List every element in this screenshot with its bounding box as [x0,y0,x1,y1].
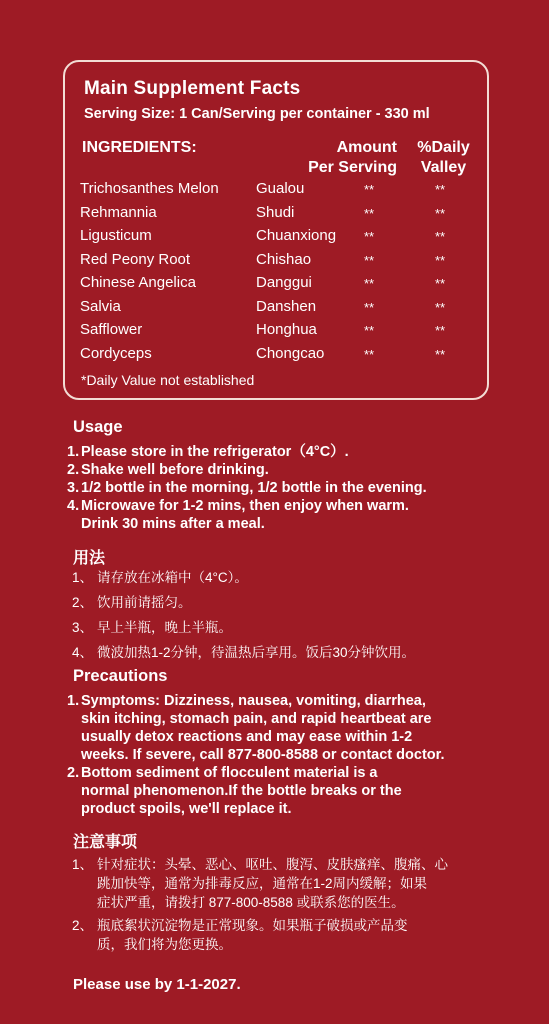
ingredient-daily-value: ** [435,276,446,291]
ingredient-daily-value: ** [435,299,446,315]
list-item [72,618,532,637]
item-text: Symptoms: Dizziness, nausea, vomiting, diarrhea, [81,693,426,709]
ingredient-english: Cordyceps [80,344,152,362]
ingredient-english: Red Peony Root [80,250,191,268]
list-item [67,443,527,461]
list-item [72,643,532,662]
ingredient-amount: ** [364,346,375,362]
item-number: 3. [67,480,80,496]
ingredient-row [80,227,480,251]
ingredient-daily-value: ** [435,205,446,221]
item-text: 跳加快等，通常为排毒反应，通常在1-2周内缓解；如果 [97,876,428,891]
ingredient-row [80,251,480,275]
item-number: 2、 [72,918,94,933]
ingredient-english: Safflower [80,321,143,338]
list-item [67,497,527,533]
ingredient-row [80,298,480,322]
ingredient-daily-value: ** [435,346,446,362]
item-text: normal phenomenon.If the bottle breaks or the [81,783,402,799]
header-ingredients: INGREDIENTS: [82,139,197,156]
item-number: 1. [67,693,80,709]
item-text: 1/2 bottle in the morning, 1/2 bottle in the evening. [81,480,427,496]
usage-list [67,443,527,533]
item-text: usually detox reactions and may ease within 1-2 [81,729,413,745]
item-number: 4、 [72,645,94,660]
item-text: weeks. If severe, call 877-800-8588 or contact doctor. [81,747,445,763]
ingredient-english: Trichosanthes Melon [80,180,219,197]
list-item [67,479,527,497]
ingredient-pinyin: Honghua [256,321,317,338]
ingredient-pinyin: Chuanxiong [256,227,337,244]
header-dv-line2: Valley [420,159,467,176]
ingredient-row [80,321,480,345]
item-text: Please store in the refrigerator（4°C）. [81,444,349,460]
list-item [72,855,542,912]
item-text: Drink 30 mins after a meal. [81,516,265,532]
ingredient-pinyin: Chishao [256,250,312,268]
list-item [72,593,532,612]
use-by-date: Please use by 1-1-2027. [73,976,241,993]
ingredient-pinyin: Danshen [256,297,317,315]
ingredient-row [80,345,480,369]
ingredient-amount: ** [364,323,375,338]
usage-zh-list [72,568,532,668]
header-dv-line1: %Daily [417,139,470,156]
item-text: 请存放在冰箱中（4°C）。 [97,570,248,585]
item-number: 2. [67,462,80,478]
precautions-zh-title: 注意事项 [73,834,138,851]
ingredient-row [80,274,480,298]
item-text: 症状严重，请拨打 877-800-8588 或联系您的医生。 [97,895,405,910]
precautions-title: Precautions [73,667,168,685]
ingredient-amount: ** [364,182,375,197]
ingredient-pinyin: Danggui [256,274,312,291]
ingredient-english: Ligusticum [80,227,152,244]
ingredient-table [80,180,480,368]
item-text: 瓶底絮状沉淀物是正常现象。如果瓶子破损或产品变 [97,918,408,933]
item-number: 2. [67,765,80,781]
item-text: skin itching, stomach pain, and rapid heartbeat are [81,711,432,727]
ingredient-daily-value: ** [435,252,446,268]
item-text: Bottom sediment of flocculent material is a [81,765,378,781]
ingredient-amount: ** [364,252,375,268]
supplement-facts-panel [63,60,489,400]
item-text: Microwave for 1-2 mins, then enjoy when warm. [81,498,409,514]
ingredient-pinyin: Chongcao [256,344,325,362]
ingredient-row [80,204,480,228]
precautions-zh-list [72,855,542,954]
item-text: 微波加热1-2分钟，待温热后享用。饭后30分钟饮用。 [97,645,416,660]
list-item [67,461,527,479]
usage-zh-title: 用法 [73,550,106,567]
serving-size: Serving Size: 1 Can/Serving per container - 330 ml [84,106,430,122]
ingredient-amount: ** [364,205,375,221]
item-text: 早上半瓶，晚上半瓶。 [97,620,232,635]
ingredient-daily-value: ** [435,229,446,244]
item-text: Shake well before drinking. [81,462,269,478]
ingredient-english: Salvia [80,297,121,315]
ingredient-amount: ** [364,299,375,315]
item-text: 质，我们将为您更换。 [97,937,232,952]
item-number: 1、 [72,570,94,585]
ingredient-daily-value: ** [435,323,446,338]
item-text: 针对症状：头晕、恶心、呕吐、腹泻、皮肤瘙痒、腹痛、心 [97,857,448,872]
item-number: 4. [67,498,80,514]
ingredient-row [80,180,480,204]
facts-title: Main Supplement Facts [84,78,301,99]
ingredient-amount: ** [364,276,375,291]
item-number: 1. [67,444,80,460]
ingredient-english: Rehmannia [80,203,157,221]
list-item [72,916,542,954]
item-number: 3、 [72,620,94,635]
usage-title: Usage [73,418,123,436]
header-daily-value [406,138,481,178]
header-amount-line2: Per Serving [308,159,397,176]
list-item [72,568,532,587]
header-amount [307,138,397,178]
item-text: product spoils, we'll replace it. [81,801,292,817]
ingredient-daily-value: ** [435,182,446,197]
precautions-list [67,692,537,818]
item-text: 饮用前请摇匀。 [97,595,192,610]
daily-value-footnote: *Daily Value not established [81,372,255,388]
ingredient-amount: ** [364,229,375,244]
ingredient-english: Chinese Angelica [80,274,196,291]
list-item [67,692,537,764]
item-number: 1、 [72,857,94,872]
ingredient-pinyin: Gualou [256,180,305,197]
list-item [67,764,537,818]
header-amount-line1: Amount [336,139,397,156]
item-number: 2、 [72,595,94,610]
ingredient-pinyin: Shudi [256,203,295,221]
